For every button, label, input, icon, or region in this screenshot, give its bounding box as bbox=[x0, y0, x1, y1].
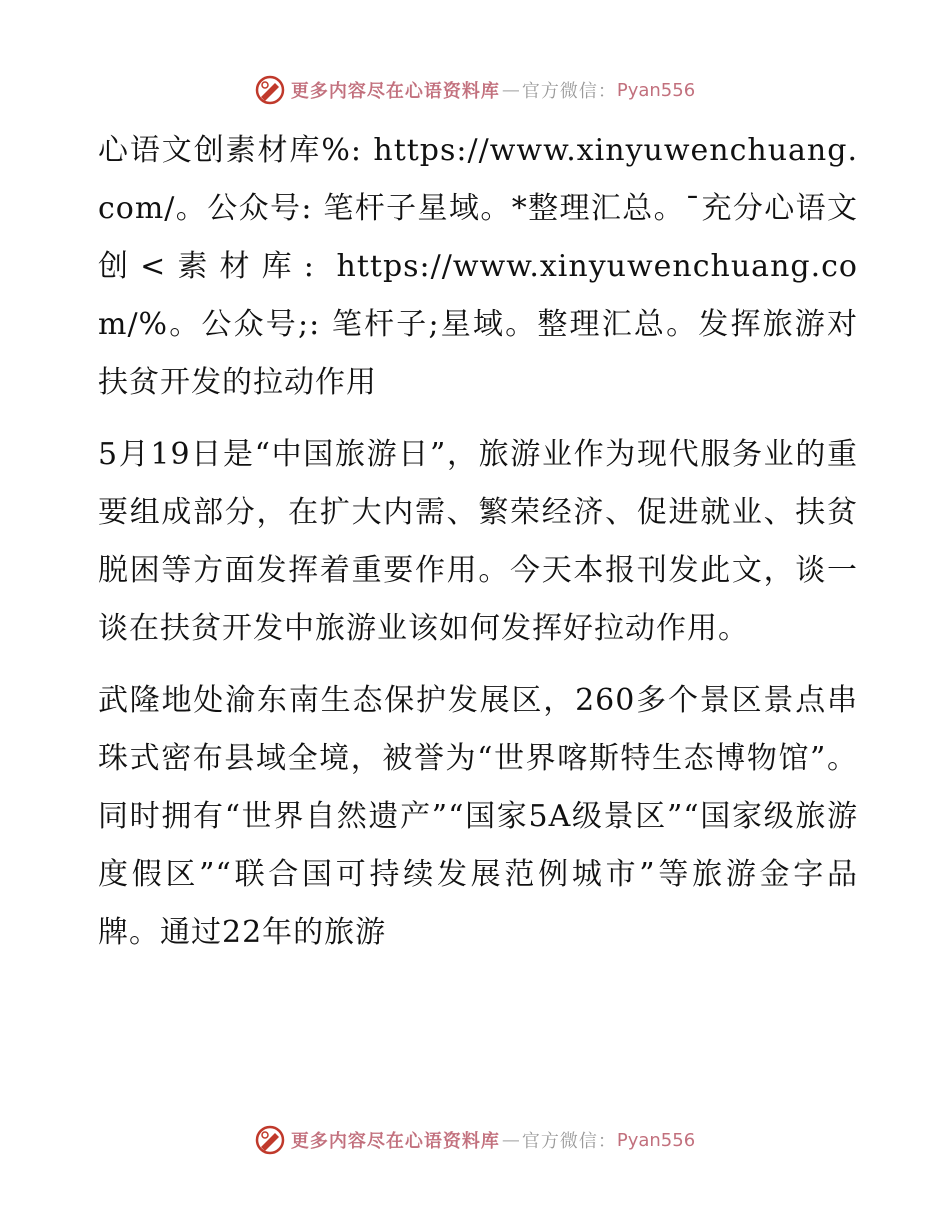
watermark-wechat-id: Pyan556 bbox=[616, 1129, 696, 1151]
brand-logo-icon bbox=[255, 75, 285, 105]
document-body bbox=[98, 122, 858, 976]
paragraph-1: 心语文创素材库%: https://www.xinyuwenchuang.com/。公众号: 笔杆子星域。*整理汇总。¯充分心语文创<素材库: https://www.xinyuwenchuang.com/%。公众号;: 笔杆子;星域。整理汇总。发挥旅游对扶贫开发的拉动作用 bbox=[98, 133, 858, 400]
watermark-wechat-id: Pyan556 bbox=[616, 79, 696, 101]
watermark-official-text: 官方微信： bbox=[521, 81, 617, 102]
paragraph-3: 武隆地处渝东南生态保护发展区，260多个景区景点串珠式密布县域全境，被誉为“世界喀斯特生态博物馆”。同时拥有“世界自然遗产”“国家5A级景区”“国家级旅游度假区”“联合国可持续发展范例城市”等旅游金字品牌。通过22年的旅游 bbox=[98, 683, 858, 950]
watermark-brand-text: 更多内容尽在心语资料库 bbox=[290, 1131, 500, 1152]
watermark-dash: — bbox=[501, 1129, 520, 1151]
header-watermark bbox=[0, 70, 950, 110]
watermark-brand-text: 更多内容尽在心语资料库 bbox=[290, 81, 500, 102]
footer-watermark bbox=[0, 1120, 950, 1160]
watermark-official-text: 官方微信： bbox=[521, 1131, 617, 1152]
paragraph-2: 5月19日是“中国旅游日”，旅游业作为现代服务业的重要组成部分，在扩大内需、繁荣经济、促进就业、扶贫脱困等方面发挥着重要作用。今天本报刊发此文，谈一谈在扶贫开发中旅游业该如何发挥好拉动作用。 bbox=[98, 437, 858, 646]
watermark-dash: — bbox=[501, 79, 520, 101]
brand-logo-icon bbox=[255, 1125, 285, 1155]
